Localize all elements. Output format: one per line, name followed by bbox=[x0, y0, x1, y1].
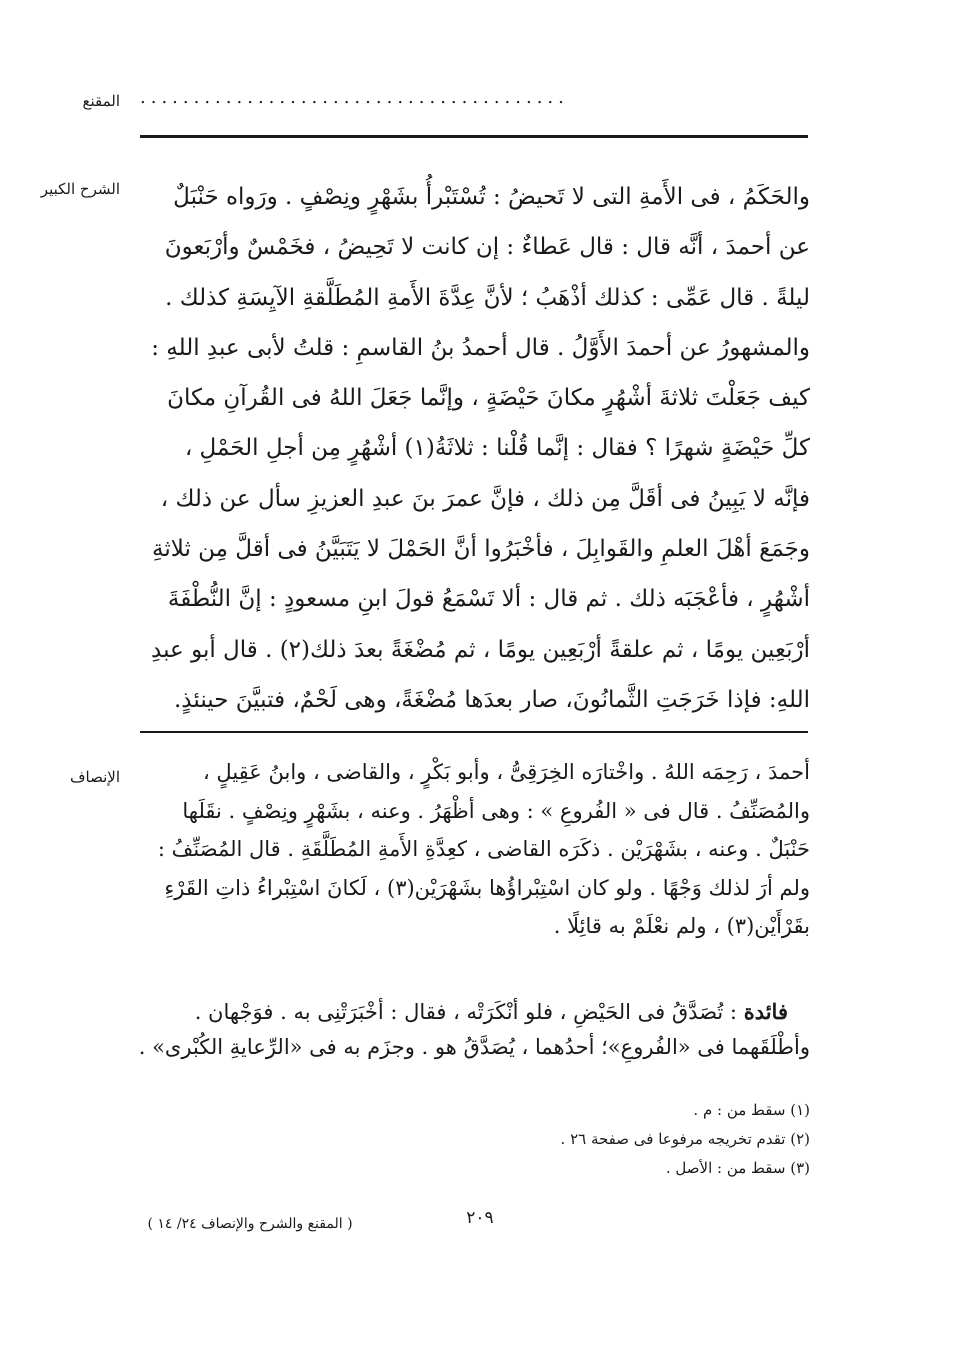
faida-heading: فائدة bbox=[743, 999, 788, 1024]
footnote: (٣) سقط من : الأصل . bbox=[665, 1159, 810, 1177]
sharh-line: اللهِ: فإذا خَرَجَتِ الثَّمانُونَ، صار بعدَها مُضْغَةً، وهى لَحْمٌ، فتبيَّنَ حينئذٍ. bbox=[174, 686, 810, 713]
insaf-line: ولم أرَ لذلك وَجْهًا . ولو كان اسْتِبْراؤُها بشَهْرَيْن(٣) ، لَكانَ اسْتِبْراءُ ذاتِ القَرْءِ bbox=[164, 875, 810, 900]
sharh-line: وجَمَعَ أهْلَ العلمِ والقَوابِلَ ، فأخْبَرُوا أنَّ الحَمْلَ لا يَتَبَيَّنُ فى أقلَّ مِن ثلاثةِ bbox=[151, 536, 810, 563]
sharh-line: أشْهُرٍ ، فأعْجَبَه ذلك . ثم قال : ألا تَسْمَعُ قولَ ابنِ مسعودٍ : إنَّ النُّطْفَةَ bbox=[167, 586, 810, 613]
footnote: (٢) تقدم تخريجه مرفوعا فى صفحة ٢٦ . bbox=[560, 1130, 810, 1148]
insaf-line: بقَرْأَيْن(٣) ، ولم نعْلَمْ به قائِلًا . bbox=[553, 914, 810, 938]
running-head-leader-dots: ........................................ bbox=[140, 88, 569, 108]
footnotes bbox=[400, 1096, 810, 1183]
sharh-line: والحَكَمُ ، فى الأَمةِ التى لا تَحيضُ : تُسْتَبْرأُ بشَهْرٍ ونِصْفٍ . ورَواه حَنْبَلٌ bbox=[173, 184, 810, 210]
sharh-line: والمشهورُ عن أحمدَ الأَوَّلُ . قال أحمدُ بنُ القاسمِ : قلتُ لأبى عبدِ اللهِ : bbox=[151, 334, 810, 361]
insaf-line: والمُصَنِّفُ . قال فى « الفُروعِ » : وهى أظْهَرُ . وعنه ، بشَهْرٍ ونِصْفٍ . نقَلَها bbox=[182, 798, 810, 823]
running-head-book-title: المقنع bbox=[82, 92, 120, 110]
sharh-line: ليلةً . قال عَمِّى : كذلك أذْهَبُ ؛ لأنَّ عِدَّةَ الأَمةِ المُطَلَّقةِ الآيِسَةِ كذلك . bbox=[165, 284, 810, 311]
insaf-line: حَنْبَلٌ . وعنه ، بشَهْرَيْن . ذكَرَه القاضى ، كعِدَّةِ الأَمةِ المُطَلَّقَةِ . قال المُصَنِّفُ : bbox=[157, 837, 810, 861]
sharh-line: كيف جَعَلْتَ ثلاثةَ أشْهُرٍ مكانَ حَيْضَةٍ ، وإنَّما جَعَلَ اللهُ فى القُرآنِ مكانَ bbox=[167, 385, 810, 412]
faida-line: وأطْلَقَهما فى «الفُروعِ»؛ أحدُهما ، يُصَدَّقُ هو . وجزَم به فى «الرِّعايةِ الكُبْرى» . bbox=[138, 1035, 810, 1059]
faida-line-text: : تُصَدَّقُ فى الحَيْضِ ، فلو أنْكَرَتْه ، فقال : أخْبَرَتْنِى به . فوَجْهان . bbox=[194, 1000, 744, 1024]
sharh-line: فإنَّه لا يَبِينُ فى أقَلَّ مِن ذلك ، فإنَّ عمرَ بنَ عبدِ العزيزِ سأل عن ذلك ، bbox=[160, 485, 810, 512]
sharh-line: أرْبَعِين يومًا ، ثم علقةً أرْبَعِين يومًا ، ثم مُضْغَةً بعدَ ذلك(٢) . قال أبو عبدِ bbox=[151, 636, 810, 663]
section-divider bbox=[140, 731, 808, 733]
section-label-insaf: الإنصاف bbox=[69, 768, 120, 786]
sharh-line: كلِّ حَيْضَةٍ شهرًا ؟ فقال : إنَّما قُلْنا : ثلاثَةُ(١) أشْهُرٍ مِن أجلِ الحَمْلِ ، bbox=[184, 435, 810, 462]
sharh-line: عن أحمدَ ، أنَّه قال : قال عَطاءٌ : إن كانت لا تَحِيضُ ، فخَمْسٌ وأرْبَعونَ bbox=[164, 234, 810, 261]
insaf-line: أحمدَ ، رَحِمَه اللهُ . واخْتارَه الخِرَقِىُّ ، وأبو بَكْرٍ ، والقاضى ، وابنُ عَقِيلٍ ، bbox=[202, 760, 810, 784]
volume-reference: ( المقنع والشرح والإنصاف ٢٤/ ١٤ ) bbox=[147, 1216, 353, 1232]
section-label-sharh: الشرح الكبير bbox=[40, 180, 120, 198]
insaf-text-block bbox=[135, 753, 810, 946]
footnote: (١) سقط من : م . bbox=[693, 1101, 810, 1119]
header-rule bbox=[140, 135, 808, 138]
faida-line bbox=[135, 994, 810, 1030]
faida-paragraph bbox=[135, 994, 810, 1065]
sharh-text-block bbox=[135, 172, 810, 725]
page-number: ٢٠٩ bbox=[466, 1208, 494, 1228]
